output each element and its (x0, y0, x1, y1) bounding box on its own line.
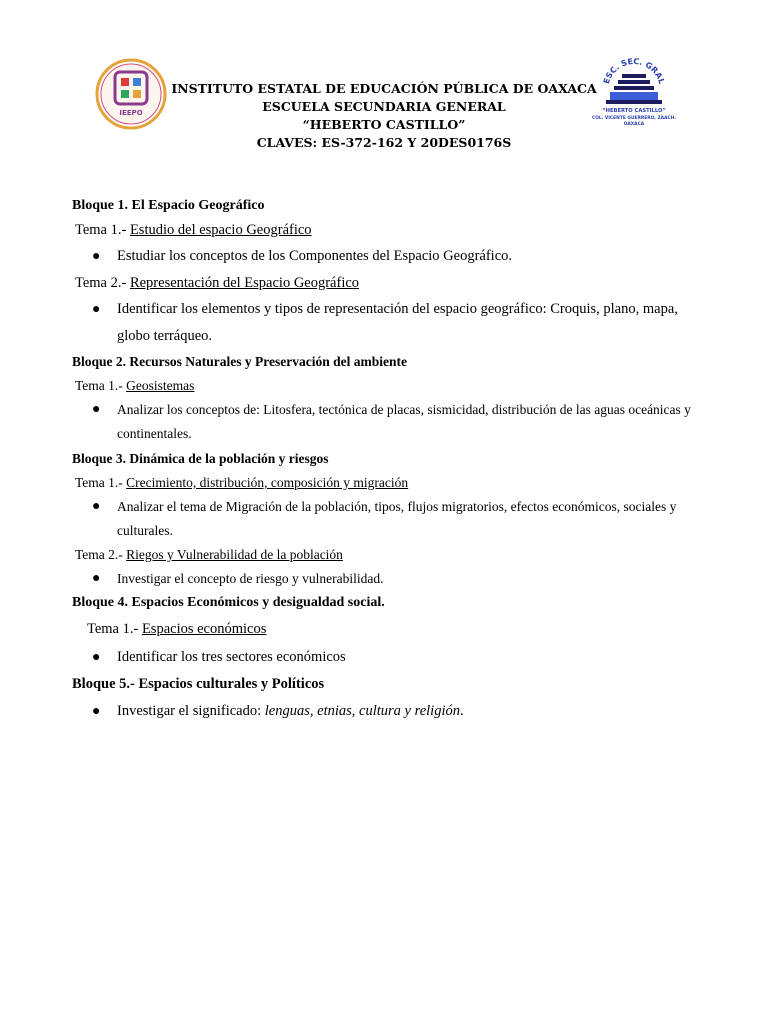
svg-text:OAXACA: OAXACA (623, 122, 645, 127)
bloque-4-title: Bloque 4. Espacios Económicos y desigualdad social. (72, 595, 385, 610)
bloque-2-title: Bloque 2. Recursos Naturales y Preservación del ambiente (72, 354, 407, 369)
school-codes: CLAVES: ES-372-162 Y 20DES0176S (256, 135, 512, 150)
bullet-icon: ● (92, 499, 101, 514)
bloque-1-title: Bloque 1. El Espacio Geográfico (72, 198, 265, 213)
bloque-2-tema-1-bullets (72, 398, 702, 446)
list-item: ● Identificar los elementos y tipos de representación del espacio geográfico: Croquis, plano, mapa, globo terráqueo. (72, 296, 702, 350)
bloque-3-tema-1: Tema 1.- Crecimiento, distribución, composición y migración (75, 475, 409, 490)
school-name: “HEBERTO CASTILLO” (302, 117, 466, 132)
bullet-icon: ● (92, 650, 101, 665)
bullet-icon: ● (92, 402, 101, 417)
bloque-5-bullets (72, 698, 702, 725)
document-header (0, 0, 768, 170)
list-item: ● Investigar el significado: lenguas, etnias, cultura y religión. (72, 698, 702, 725)
school-logo (588, 52, 680, 130)
bloque-1-tema-2-bullets (72, 296, 702, 350)
tema-name: Representación del Espacio Geográfico (129, 275, 360, 291)
list-item: ● Analizar los conceptos de: Litosfera, tectónica de placas, sismicidad, distribución de las aguas oceánicas y continentales. (72, 398, 702, 446)
bloque-3-tema-1-bullets (72, 495, 702, 543)
bloque-4-tema-1: Tema 1.- Espacios económicos (87, 621, 267, 637)
list-item: ● Analizar el tema de Migración de la población, tipos, flujos migratorios, efectos económicos, sociales y culturales. (72, 495, 702, 543)
bloque-2-tema-1: Tema 1.- Geosistemas (75, 378, 195, 393)
svg-text:COL. VICENTE GUERRERO, ZAACH.: COL. VICENTE GUERRERO, ZAACH. (591, 116, 677, 121)
tema-name: Estudio del espacio Geográfico (129, 222, 312, 238)
bloque-1-tema-1-bullets (72, 243, 702, 270)
tema-name: Crecimiento, distribución, composición y migración (126, 475, 409, 490)
bloque-4-tema-1-bullets (72, 644, 702, 671)
school-type: ESCUELA SECUNDARIA GENERAL (262, 99, 506, 114)
bloque-3-tema-2: Tema 2.- Riegos y Vulnerabilidad de la población (75, 547, 343, 562)
syllabus-content (72, 195, 702, 725)
institute-name: INSTITUTO ESTATAL DE EDUCACIÓN PÚBLICA DE OAXACA (171, 81, 597, 96)
bullet-icon: ● (92, 302, 101, 317)
header-title-block (170, 80, 598, 152)
tema-name: Espacios económicos (141, 621, 267, 637)
list-item: ● Estudiar los conceptos de los Componentes del Espacio Geográfico. (72, 243, 702, 270)
italic-terms: lenguas, etnias, cultura y religión (264, 703, 460, 719)
bullet-icon: ● (92, 249, 101, 264)
svg-text:“HEBERTO CASTILLO”: “HEBERTO CASTILLO” (602, 108, 666, 114)
bloque-3-tema-2-bullets (72, 567, 702, 591)
bloque-1-tema-1: Tema 1.- Estudio del espacio Geográfico (75, 222, 312, 238)
list-item: ● Identificar los tres sectores económicos (72, 644, 702, 671)
bullet-icon: ● (92, 704, 101, 719)
svg-text:IEEPO: IEEPO (119, 109, 143, 117)
bloque-3-title: Bloque 3. Dinámica de la población y riesgos (72, 451, 329, 466)
tema-name: Geosistemas (126, 378, 195, 393)
list-item: ● Investigar el concepto de riesgo y vulnerabilidad. (72, 567, 702, 591)
bloque-5-title: Bloque 5.- Espacios culturales y Políticos (72, 676, 325, 692)
ieepo-logo (95, 56, 167, 134)
svg-text:ESC. SEC. GRAL: ESC. SEC. GRAL (601, 56, 667, 86)
bullet-icon: ● (92, 571, 101, 586)
bloque-1-tema-2: Tema 2.- Representación del Espacio Geográfico (75, 275, 360, 291)
tema-name: Riegos y Vulnerabilidad de la población (126, 547, 343, 562)
